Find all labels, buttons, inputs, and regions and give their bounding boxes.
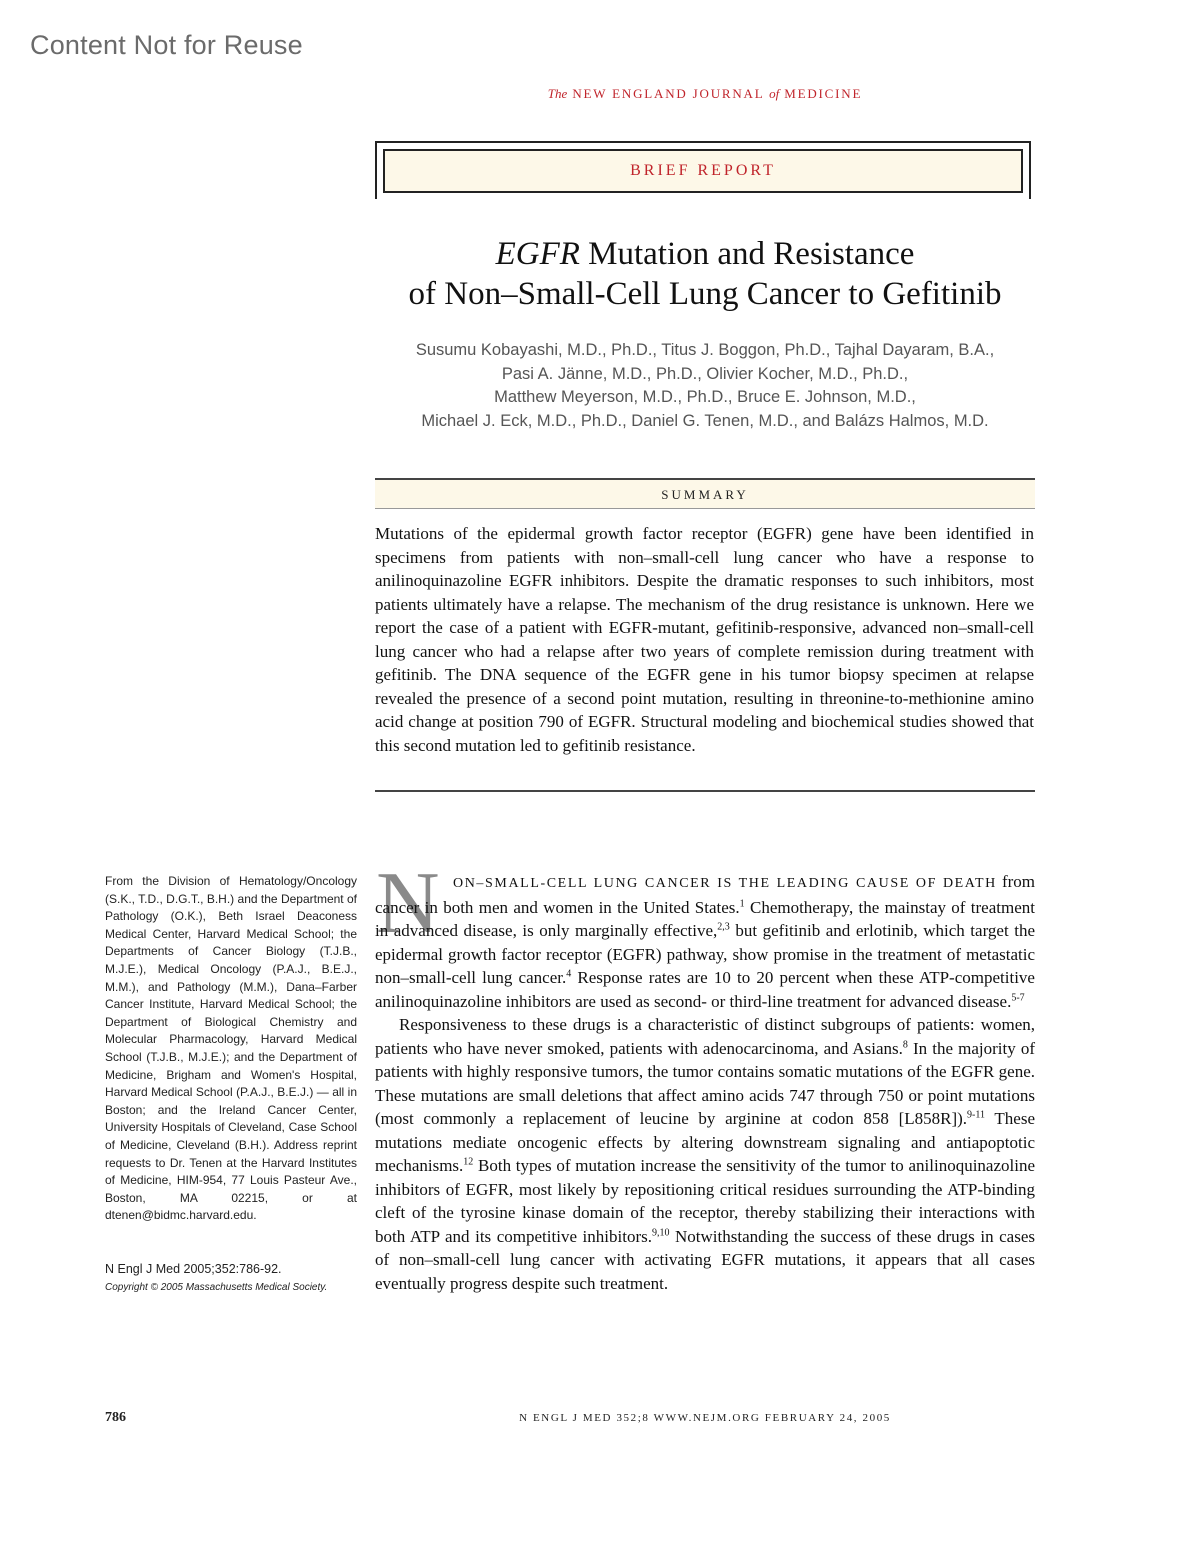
reference-mark: 1	[739, 897, 745, 909]
author-line: Pasi A. Jänne, M.D., Ph.D., Olivier Kocher, M.D., Ph.D.,	[501, 364, 909, 383]
author-line: Susumu Kobayashi, M.D., Ph.D., Titus J. Boggon, Ph.D., Tajhal Dayaram, B.A.,	[415, 341, 995, 359]
journal-name-part2: MEDICINE	[784, 86, 863, 101]
summary-heading: SUMMARY	[375, 478, 1035, 509]
affiliations-note: From the Division of Hematology/Oncology (S.K., T.D., D.G.T., B.H.) and the Department of Pathology (O.K.), Beth Israel Deaconess Medical Center, Harvard Medical School; the Departments of Cancer Biology (T.J.B., M.J.E.), Medical Oncology (P.A.J., B.E.J., M.M.), and Pathology (M.M.), Dana–Farber Cancer Institute, Harvard Medical School; the Department of Biological Chemistry and Molecular Pharmacology, Harvard Medical School (T.J.B., M.J.E.); and the Department of Medicine, Brigham and Women's Hospital, Harvard Medical School (P.A.J., B.E.J.) — all in Boston; and the Ireland Cancer Center, University Hospitals of Cleveland, Case School of Medicine, Cleveland (B.H.). Address reprint requests to Dr. Tenen at the Harvard Institutes of Medicine, HIM-954, 77 Louis Pasteur Ave., Boston, MA 02215, or at dtenen@bidmc.harvard.edu.	[105, 874, 357, 1223]
reference-mark: 9,10	[651, 1226, 670, 1238]
reference-mark: 2,3	[717, 921, 730, 933]
lead-in: ON–SMALL-CELL LUNG CANCER IS THE LEADING CAUSE OF DEATH	[453, 876, 997, 891]
body-text: but gefitinib and erlotinib, which target the epidermal growth factor receptor (EGFR) pathway, show promise in the treatment of metastatic non–small-cell lung cancer.	[375, 921, 1036, 987]
copyright: Copyright © 2005 Massachusetts Medical Society.	[105, 1282, 328, 1293]
watermark: Content Not for Reuse	[30, 30, 303, 60]
section-label: BRIEF REPORT	[383, 149, 1023, 193]
body-text: Response rates are 10 to 20 percent when these ATP-competitive anilinoquinazoline inhibitors are used as second- or third-line treatment for advanced disease.	[375, 968, 1035, 1011]
paragraph-1	[375, 870, 1035, 1013]
article-title	[375, 234, 1035, 314]
title-line1: Mutation and Resistance	[579, 236, 915, 272]
journal-of: of	[769, 86, 780, 101]
reference-mark: 8	[902, 1038, 908, 1050]
citation: N Engl J Med 2005;352:786-92.	[105, 1262, 282, 1276]
author-line: Michael J. Eck, M.D., Ph.D., Daniel G. Tenen, M.D., and Balázs Halmos, M.D.	[421, 411, 989, 430]
journal-name-part1: NEW ENGLAND JOURNAL	[572, 86, 764, 101]
body-text: from cancer in both men and women in the United States.	[375, 872, 1036, 917]
body-text: Notwithstanding the success of these drugs in cases of non–small-cell lung cancer with activating EGFR mutations, it appears that all cases eventually progress despite such treatment.	[375, 1226, 1035, 1293]
paragraph-2	[375, 1013, 1035, 1295]
author-list	[375, 339, 1035, 433]
reference-mark: 5-7	[1011, 991, 1025, 1003]
title-line2: of Non–Small-Cell Lung Cancer to Gefitinib	[408, 276, 1002, 312]
reference-mark: 12	[463, 1156, 474, 1168]
summary-divider	[375, 790, 1035, 792]
body-text: In the majority of patients with highly responsive tumors, the tumor contains somatic mutations of the EGFR gene. These mutations are small deletions that affect amino acids 747 through 750 or point mutations (most commonly a replacement of leucine by arginine at codon 858 [L858R]).	[375, 1038, 1035, 1128]
reference-mark: 4	[566, 968, 572, 980]
footer-journal-line: N ENGL J MED 352;8 WWW.NEJM.ORG FEBRUARY 24, 2005	[519, 1412, 891, 1424]
body-text: These mutations mediate oncogenic effects by altering downstream signaling and antiapoptotic mechanisms.	[375, 1109, 1035, 1175]
summary-text: Mutations of the epidermal growth factor receptor (EGFR) gene have been identified in specimens from patients with non–small-cell lung cancer who have a response to anilinoquinazoline EGFR inhibitors. Despite the dramatic responses to such inhibitors, most patients ultimately have a relapse. The mechanism of the drug resistance is unknown. Here we report the case of a patient with EGFR-mutant, gefitinib-responsive, advanced non–small-cell lung cancer who had a relapse after two years of complete remission during treatment with gefitinib. The DNA sequence of the EGFR gene in his tumor biopsy specimen at relapse revealed the presence of a second point mutation, resulting in threonine-to-methionine amino acid change at position 790 of EGFR. Structural modeling and biochemical studies showed that this second mutation led to gefitinib resistance.	[375, 524, 1034, 755]
section-label-box	[375, 141, 1031, 199]
title-gene: EGFR	[495, 236, 580, 272]
body-text: Chemotherapy, the mainstay of treatment in advanced disease, is only marginally effective,	[375, 897, 1035, 940]
body-text: Both types of mutation increase the sensitivity of the tumor to anilinoquinazoline inhibitors of EGFR, most likely by repositioning critical residues surrounding the ATP-binding cleft of the tyrosine kinase domain of the receptor, thereby stabilizing their interactions with both ATP and its competitive inhibitors.	[375, 1156, 1035, 1246]
article-body	[375, 870, 1035, 1295]
journal-header	[0, 86, 1200, 102]
author-line: Matthew Meyerson, M.D., Ph.D., Bruce E. Johnson, M.D.,	[494, 388, 916, 406]
drop-cap: N	[376, 855, 440, 952]
journal-the: The	[547, 86, 568, 101]
page-number: 786	[105, 1410, 126, 1425]
body-text: Responsiveness to these drugs is a characteristic of distinct subgroups of patients: women, patients who have never smoked, patients with adenocarcinoma, and Asians.	[375, 1015, 1035, 1058]
reference-mark: 9-11	[967, 1109, 986, 1121]
